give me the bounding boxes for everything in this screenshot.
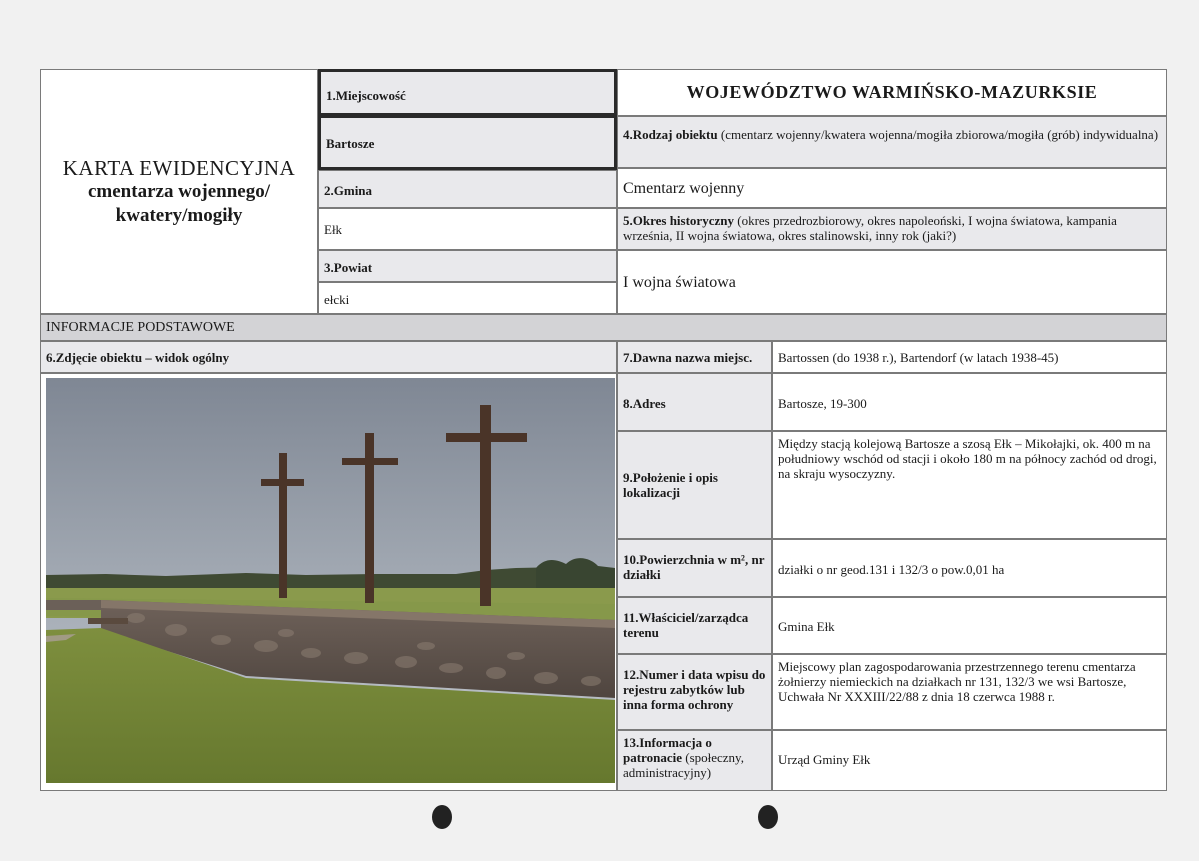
field-10-value: działki o nr geod.131 i 132/3 o pow.0,01 ha — [772, 539, 1167, 597]
card-title: KARTA EWIDENCYJNA — [62, 155, 296, 180]
field-13-label: 13.Informacja o patronacie — [623, 735, 712, 765]
field-8-value: Bartosze, 19-300 — [772, 373, 1167, 431]
field-3-value: ełcki — [318, 282, 617, 314]
field-5-hint: (okres przedrozbiorowy, okres napoleoński, I wojna światowa, kampania września, II wojna światowa, okres stalinowski, inny rok (jaki?) — [623, 213, 1117, 243]
field-11-label: 11.Właściciel/zarządca terenu — [617, 597, 772, 654]
field-1-value: Bartosze — [318, 116, 617, 170]
voivodeship-header — [617, 69, 1167, 116]
card-subtitle-1: cmentarza wojennego/ — [87, 180, 271, 202]
field-9-value: Między stacją kolejową Bartosze a szosą Ełk – Mikołajki, ok. 400 m na południowy wschód od stacji i około 180 m na północy zachód od drogi, na skraju wysoczyzny. — [772, 431, 1167, 539]
field-11-value: Gmina Ełk — [772, 597, 1167, 654]
voivodeship-title: WOJEWÓDZTWO WARMIŃSKO-MAZURKSIE — [686, 82, 1098, 102]
field-5-label-cell — [617, 208, 1167, 250]
field-4-value: Cmentarz wojenny — [617, 168, 1167, 208]
field-12-label: 12.Numer i data wpisu do rejestru zabytków lub inna forma ochrony — [617, 654, 772, 730]
section-bar: INFORMACJE PODSTAWOWE — [40, 314, 1167, 341]
field-9-label: 9.Położenie i opis lokalizacji — [617, 431, 772, 539]
field-3-label: 3.Powiat — [318, 250, 617, 282]
field-8-label: 8.Adres — [617, 373, 772, 431]
field-2-label: 2.Gmina — [318, 170, 617, 208]
binder-hole-right — [758, 805, 778, 829]
photo-label: 6.Zdjęcie obiektu – widok ogólny — [40, 341, 617, 373]
binder-hole-left — [432, 805, 452, 829]
field-10-label: 10.Powierzchnia w m², nr działki — [617, 539, 772, 597]
cemetery-photo — [46, 378, 615, 783]
field-1-label: 1.Miejscowość — [318, 69, 617, 116]
field-2-value: Ełk — [318, 208, 617, 250]
card-title-block — [40, 69, 318, 314]
field-4-label-cell — [617, 116, 1167, 168]
field-5-label: 5.Okres historyczny — [623, 213, 734, 228]
field-7-value: Bartossen (do 1938 r.), Bartendorf (w latach 1938-45) — [772, 341, 1167, 373]
field-7-label: 7.Dawna nazwa miejsc. — [617, 341, 772, 373]
field-4-hint: (cmentarz wojenny/kwatera wojenna/mogiła zbiorowa/mogiła (grób) indywidualna) — [717, 127, 1159, 142]
field-13-label-cell — [617, 730, 772, 791]
field-4-label: 4.Rodzaj obiektu — [623, 127, 718, 142]
field-13-value: Urząd Gminy Ełk — [772, 730, 1167, 791]
field-12-value: Miejscowy plan zagospodarowania przestrzennego terenu cmentarza żołnierzy niemieckich na działkach nr 131, 132/3 we wsi Bartosze, Uchwała Nr XXXIII/22/88 z dnia 18 czerwca 1988 r. — [772, 654, 1167, 730]
field-5-value: I wojna światowa — [617, 250, 1167, 314]
field-13-hint: (społeczny, administracyjny) — [623, 750, 744, 780]
cemetery-photo-svg — [46, 378, 615, 783]
card-subtitle-2: kwatery/mogiły — [115, 204, 243, 226]
